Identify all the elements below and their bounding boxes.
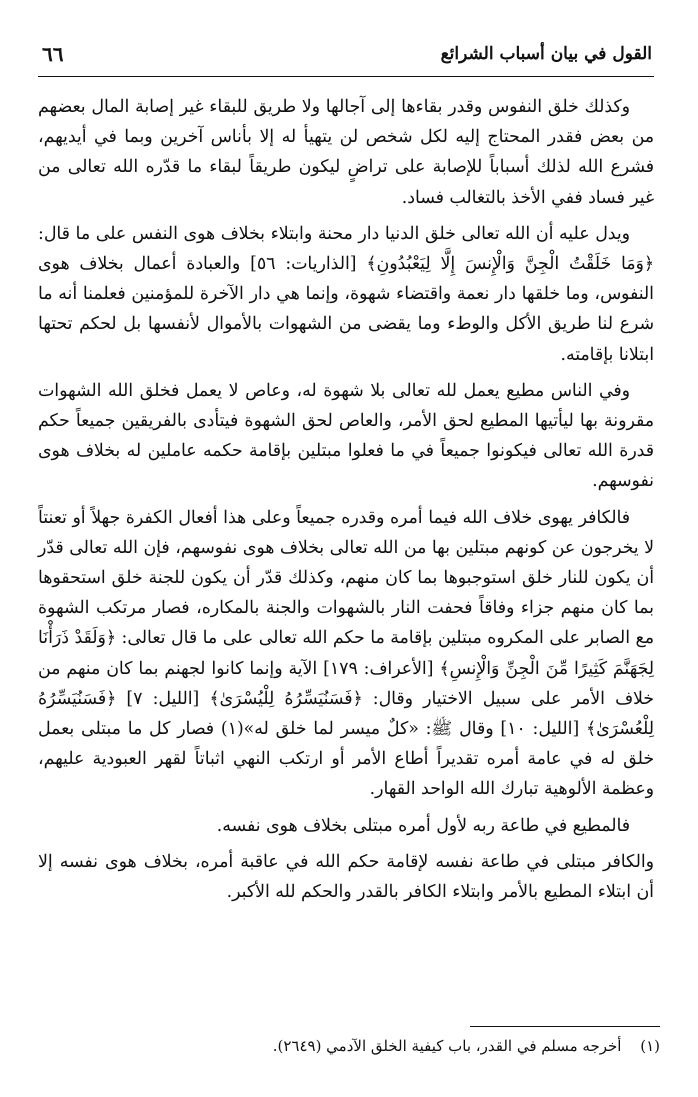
- footnote-text: أخرجه مسلم في القدر، باب كيفية الخلق الآدمي (٢٦٤٩).: [272, 1037, 622, 1055]
- paragraph: ويدل عليه أن الله تعالى خلق الدنيا دار محنة وابتلاء بخلاف هوى النفس على ما قال: ﴿وَمَا خَلَقْتُ الْجِنَّ وَالْإِنسَ إِلَّا لِيَعْبُدُونِ﴾ [الذاريات: ٥٦] والعبادة أعمال بخلاف هوى النفوس، وما خلقها دار نعمة واقتضاء شهوة، وإنما هي دار الآخرة للمؤمنين فعلمنا أنه ما شرع لنا طريق الأكل والوطء وما يقضى من الشهوات بالأموال لأنفسها بل لحكم تحتها ابتلانا بإقامته.: [38, 223, 654, 365]
- paragraph: فالكافر يهوى خلاف الله فيما أمره وقدره جميعاً وعلى هذا أفعال الكفرة جهلاً أو تعنتاً لا يخرجون عن كونهم مبتلين بها من الله تعالى بخلاف هوى نفوسهم، فإن الله تعالى قدّر أن يكون للنار خلق استوجبوها بما كان منهم، وكذلك قدّر أن يكون للجنة خلق استحقوها بما كان منهم جزاء وفاقاً فحفت النار بالشهوات والجنة بالمكاره، فصار مرتكب الشهوة مع الصابر على المكروه مبتلين بإقامة ما حكم الله تعالى على ما قال تعالى: ﴿وَلَقَدْ ذَرَأْنَا لِجَهَنَّمَ كَثِيرًا مِّنَ الْجِنِّ وَالْإِنسِ﴾ [الأعراف: ١٧٩] الآية وإنما كانوا لجهنم بما كان منهم من خلاف الأمر على سبيل الاختيار وقال: ﴿فَسَنُيَسِّرُهُ لِلْيُسْرَىٰ﴾ [الليل: ٧] ﴿فَسَنُيَسِّرُهُ لِلْعُسْرَىٰ﴾ [الليل: ١٠] وقال ﷺ: «كلٌ ميسر لما خلق له»(١) فصار كل ما مبتلى بعمل خلق له في عامة أمره تقديراً أطاع الأمر أو ارتكب النهي اثباتاً لقهر العبودية عليهم، وعظمة الألوهية تبارك الله الواحد القهار.: [38, 507, 654, 800]
- main-text: [38, 92, 654, 913]
- paragraph: وفي الناس مطيع يعمل لله تعالى بلا شهوة له، وعاص لا يعمل فخلق الله الشهوات مقرونة بها ليأتيها المطيع لحق الأمر، والعاص لحق الشهوة فيتأدى بالفريقين جميعاً حكم قدرة الله تعالى فيكونوا جميعاً في ما فعلوا مبتلين بإقامة حكمه عاملين له بخلاف هوى نفوسهم.: [38, 380, 654, 492]
- footnote-divider: [470, 1026, 660, 1027]
- footnote: [44, 1034, 660, 1058]
- running-title: القول في بيان أسباب الشرائع: [440, 44, 652, 64]
- footnote-number: (١): [640, 1037, 660, 1055]
- paragraph: فالمطيع في طاعة ربه لأول أمره مبتلى بخلاف هوى نفسه.: [216, 815, 630, 836]
- page-header: [38, 40, 654, 77]
- paragraph: والكافر مبتلى في طاعة نفسه لإقامة حكم الله في عاقبة أمره، بخلاف هوى نفسه إلا أن ابتلاء المطيع بالأمر وابتلاء الكافر بالقدر والحكم لله الأكبر.: [38, 851, 654, 903]
- paragraph: وكذلك خلق النفوس وقدر بقاءها إلى آجالها ولا طريق للبقاء غير إصابة المال بعضهم من بعض فقدر المحتاج إليه لكل شخص لن يتهيأ له إلا بأناس آخرين وبما في أيديهم، فشرع الله لذلك أسباباً للإصابة على تراضٍ ليكون طريقاً لبقاء ما قدّره الله تعالى من غير فساد ففي الأخذ بالتغالب فساد.: [38, 97, 654, 208]
- page-number: ٦٦: [42, 42, 64, 66]
